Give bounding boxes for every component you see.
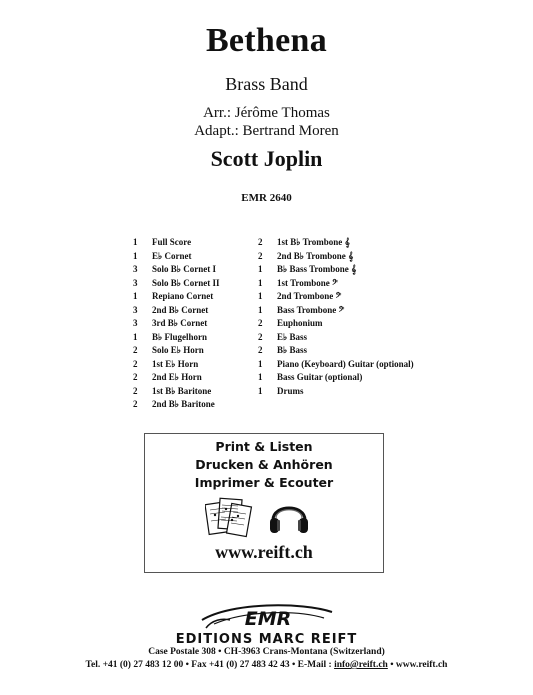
instrument-row [133, 344, 253, 358]
instrument-quantity: 2 [258, 318, 263, 328]
instrument-name: Repiano Cornet [152, 291, 214, 301]
instrument-name: B♭ Bass Trombone 𝄞 [277, 264, 357, 274]
instrument-name: 1st Trombone 𝄢 [277, 277, 338, 288]
instrument-name: Piano (Keyboard) Guitar (optional) [277, 358, 414, 369]
instrument-quantity: 1 [133, 291, 138, 301]
instrument-row [258, 344, 458, 358]
instrument-name: Bass Trombone 𝄢 [277, 304, 345, 315]
instrument-name: Solo E♭ Horn [152, 345, 204, 355]
instrument-quantity: 1 [258, 358, 263, 369]
email-link[interactable]: info@reift.ch [334, 660, 388, 670]
instrument-quantity: 3 [133, 264, 138, 274]
promo-line-drucken: Drucken & Anhören [195, 457, 333, 472]
instrument-quantity: 3 [133, 318, 138, 328]
instrument-quantity: 2 [133, 372, 138, 382]
instrument-row [258, 277, 458, 291]
instrument-row [133, 317, 253, 331]
ensemble-subtitle: Brass Band [225, 74, 308, 94]
instrument-name: 1st E♭ Horn [152, 358, 199, 369]
instrument-name: 2nd Trombone 𝄢 [277, 291, 342, 301]
instrument-name: Drums [277, 385, 304, 396]
instrument-name: 2nd B♭ Baritone [152, 399, 215, 409]
instrument-quantity: 2 [258, 331, 263, 342]
instrument-row [258, 236, 458, 250]
publisher-address: Case Postale 308 • CH-3963 Crans-Montana (Switzerland) [148, 647, 385, 657]
instrument-row [133, 358, 253, 372]
instrument-name: Solo B♭ Cornet II [152, 277, 220, 288]
instrument-name: 2nd B♭ Trombone 𝄞 [277, 250, 354, 261]
print-listen-box [144, 433, 384, 573]
instrument-row [133, 398, 253, 412]
contact-website[interactable]: • www.reift.ch [387, 660, 448, 670]
publisher-name: EDITIONS MARC REIFT [175, 632, 358, 647]
instrument-quantity: 1 [258, 385, 263, 396]
instrument-quantity: 1 [133, 331, 138, 342]
instrument-name: E♭ Bass [277, 331, 308, 342]
instrument-row [133, 250, 253, 264]
website-link[interactable]: www.reift.ch [215, 542, 313, 562]
instrument-name: 3rd B♭ Cornet [152, 318, 208, 328]
instrument-quantity: 2 [258, 250, 263, 261]
adapter-credit: Adapt.: Bertrand Moren [194, 123, 339, 139]
instrument-row [133, 385, 253, 399]
instrument-quantity: 1 [258, 304, 263, 315]
instrument-row [258, 358, 458, 372]
instrument-name: 2nd B♭ Cornet [152, 304, 209, 315]
instrument-row [133, 290, 253, 304]
instrument-quantity: 1 [133, 237, 138, 247]
instrument-quantity: 2 [258, 345, 263, 355]
instrument-quantity: 3 [133, 277, 138, 288]
instrument-row [133, 304, 253, 318]
instrument-row [258, 385, 458, 399]
instrument-name: Solo B♭ Cornet I [152, 264, 216, 274]
instrument-name: 1st B♭ Baritone [152, 385, 212, 396]
instrument-name: B♭ Flugelhorn [152, 331, 208, 342]
instrument-quantity: 2 [133, 385, 138, 396]
headphones-icon [267, 494, 311, 538]
arranger-credit: Arr.: Jérôme Thomas [203, 105, 330, 121]
promo-line-print-listen: Print & Listen [215, 439, 313, 454]
contact-phone-fax: Tel. +41 (0) 27 483 12 00 • Fax +41 (0) 27 483 42 43 • E-Mail : [85, 660, 335, 670]
promo-line-imprimer: Imprimer & Ecouter [194, 475, 334, 490]
instrument-quantity: 1 [258, 372, 263, 382]
instrument-quantity: 1 [258, 291, 263, 301]
sheet-music-icon [205, 495, 253, 539]
instrument-row [133, 263, 253, 277]
instrument-row [258, 317, 458, 331]
instrument-name: B♭ Bass [277, 345, 308, 355]
instrument-row [258, 263, 458, 277]
composer-name: Scott Joplin [210, 146, 323, 171]
instrument-quantity: 1 [258, 264, 263, 274]
instrument-row [133, 371, 253, 385]
instrument-quantity: 2 [133, 399, 138, 409]
instrument-row [258, 290, 458, 304]
instrument-row [258, 331, 458, 345]
svg-text:EMR: EMR [244, 608, 292, 630]
instrument-name: Full Score [152, 237, 192, 247]
instrument-row [258, 371, 458, 385]
instrument-quantity: 1 [133, 250, 138, 261]
instrument-name: Bass Guitar (optional) [277, 372, 363, 382]
instrument-name: 2nd E♭ Horn [152, 372, 202, 382]
catalog-number: EMR 2640 [241, 192, 292, 204]
instrument-row [133, 277, 253, 291]
instrument-quantity: 3 [133, 304, 138, 315]
instrument-row [258, 250, 458, 264]
instrument-name: Euphonium [277, 318, 323, 328]
instrument-quantity: 2 [133, 358, 138, 369]
instrument-row [133, 331, 253, 345]
instrument-list-right [258, 236, 458, 398]
instrument-quantity: 1 [258, 277, 263, 288]
score-title: Bethena [205, 22, 328, 59]
instrument-list-left [133, 236, 253, 412]
instrument-name: E♭ Cornet [152, 250, 192, 261]
publisher-contact [0, 660, 533, 670]
instrument-row [133, 236, 253, 250]
instrument-quantity: 2 [133, 345, 138, 355]
instrument-row [258, 304, 458, 318]
instrument-quantity: 2 [258, 237, 263, 247]
instrument-name: 1st B♭ Trombone 𝄞 [277, 237, 350, 247]
